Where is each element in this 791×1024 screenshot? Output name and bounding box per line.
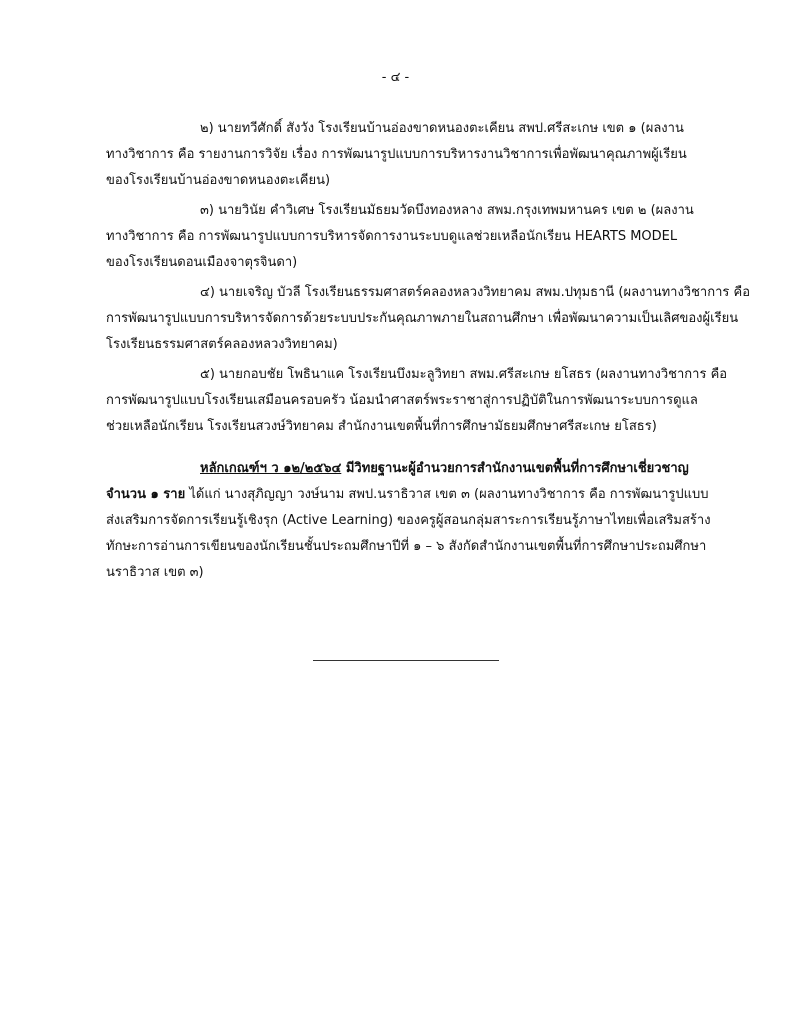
end-divider (313, 660, 499, 661)
criteria-line-5: นราธิวาส เขต ๓) (106, 565, 204, 580)
page-number: - ๔ - (381, 70, 410, 85)
criteria-paragraph (106, 456, 711, 586)
criteria-line-4: ทักษะการอ่านการเขียนของนักเรียนชั้นประถมศึกษาปีที่ ๑ – ๖ สังกัดสำนักงานเขตพื้นที่การศึกษาประถมศึกษา (106, 539, 707, 554)
item-2-line-1: ๒) นายทวีศักดิ์ สังวัง โรงเรียนบ้านอ่องขาดหนองตะเคียน สพป.ศรีสะเกษ เขต ๑ (ผลงาน (200, 121, 684, 136)
criteria-reference: หลักเกณฑ์ฯ ว ๑๒/๒๕๖๔ (200, 461, 342, 476)
item-3-line-3: ของโรงเรียนดอนเมืองจาตุรจินดา) (106, 255, 298, 270)
item-2-paragraph (106, 116, 690, 194)
item-4-paragraph (106, 280, 751, 358)
item-4-line-3: โรงเรียนธรรมศาสตร์คลองหลวงวิทยาคม) (106, 337, 338, 352)
criteria-awardee: ได้แก่ นางสุภิญญา วงษ์นาม สพป.นราธิวาส เขต ๓ (ผลงานทางวิชาการ คือ การพัฒนารูปแบบ (185, 487, 709, 502)
item-2-line-3: ของโรงเรียนบ้านอ่องขาดหนองตะเคียน) (106, 173, 331, 188)
criteria-heading-line (106, 456, 690, 482)
item-5-paragraph (106, 362, 728, 440)
criteria-line-3: ส่งเสริมการจัดการเรียนรู้เชิงรุก (Active Learning) ของครูผู้สอนกลุ่มสาระการเรียนรู้ภาษาไทยเพื่อเสริมสร้าง (106, 513, 711, 528)
item-4-line-2: การพัฒนารูปแบบการบริหารจัดการด้วยระบบประกันคุณภาพภายในสถานศึกษา เพื่อพัฒนาความเป็นเลิศของผู้เรียน (106, 311, 739, 326)
item-2-line-2: ทางวิชาการ คือ รายงานการวิจัย เรื่อง การพัฒนารูปแบบการบริหารงานวิชาการเพื่อพัฒนาคุณภาพผู้เรียน (106, 147, 687, 162)
criteria-count: จำนวน ๑ ราย (106, 487, 186, 502)
item-3-paragraph (106, 198, 694, 276)
criteria-line-2 (106, 482, 709, 508)
item-3-line-2: ทางวิชาการ คือ การพัฒนารูปแบบการบริหารจัดการงานระบบดูแลช่วยเหลือนักเรียน HEARTS MODEL (106, 229, 678, 244)
item-4-line-1: ๔) นายเจริญ บัวลี โรงเรียนธรรมศาสตร์คลองหลวงวิทยาคม สพม.ปทุมธานี (ผลงานทางวิชาการ คือ (200, 285, 751, 300)
item-5-line-3: ช่วยเหลือนักเรียน โรงเรียนสวงษ์วิทยาคม สำนักงานเขตพื้นที่การศึกษามัธยมศึกษาศรีสะเกษ ยโสธร) (106, 419, 657, 434)
item-5-line-2: การพัฒนารูปแบบโรงเรียนเสมือนครอบครัว น้อมนำศาสตร์พระราชาสู่การปฏิบัติในการพัฒนาระบบการดูแล (106, 393, 698, 408)
item-3-line-1: ๓) นายวินัย คำวิเศษ โรงเรียนมัธยมวัดบึงทองหลาง สพม.กรุงเทพมหานคร เขต ๒ (ผลงาน (200, 203, 694, 218)
item-5-line-1: ๕) นายกอบชัย โพธินาแค โรงเรียนบึงมะลูวิทยา สพม.ศรีสะเกษ ยโสธร (ผลงานทางวิชาการ คือ (200, 367, 728, 382)
criteria-heading-text: มีวิทยฐานะผู้อำนวยการสำนักงานเขตพื้นที่การศึกษาเชี่ยวชาญ (341, 461, 689, 476)
